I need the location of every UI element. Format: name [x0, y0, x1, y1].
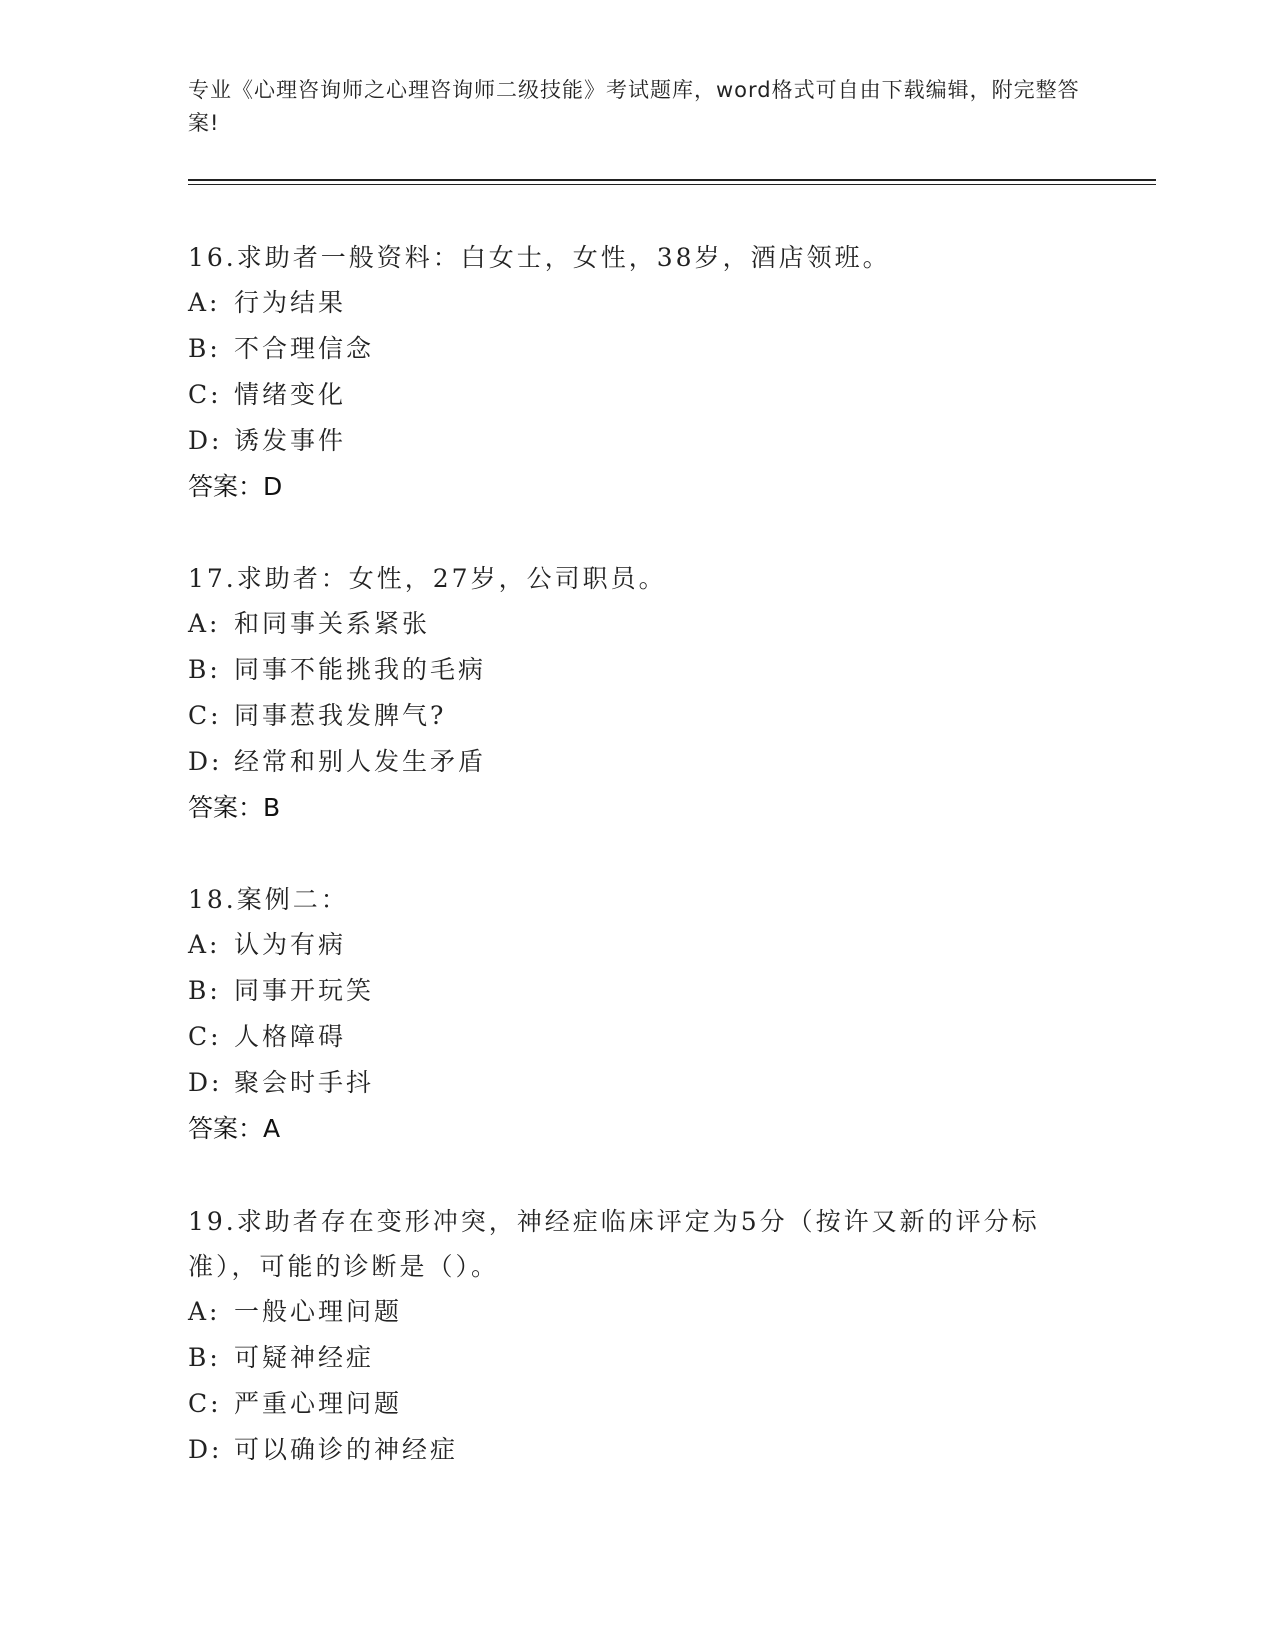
option-a — [188, 280, 1088, 326]
option-b — [188, 1335, 1088, 1381]
option-text: 行为结果 — [234, 288, 347, 317]
question-17 — [188, 556, 1088, 831]
option-a — [188, 601, 1088, 647]
option-text: 不合理信念 — [234, 334, 375, 363]
option-letter: C: — [188, 701, 222, 730]
option-text: 和同事关系紧张 — [234, 609, 431, 638]
answer-line: 答案：B — [188, 793, 281, 822]
answer-line: 答案：A — [188, 1114, 281, 1143]
option-d — [188, 1427, 1088, 1473]
option-text: 诱发事件 — [234, 426, 347, 455]
option-d — [188, 739, 1088, 785]
option-letter: B: — [188, 1343, 221, 1372]
option-letter: D: — [188, 1068, 223, 1097]
question-title: 19.求助者存在变形冲突，神经症临床评定为5分（按许又新的评分标准），可能的诊断是（）。 — [188, 1207, 1040, 1281]
answer-line: 答案：D — [188, 472, 283, 501]
option-letter: D: — [188, 426, 223, 455]
option-text: 经常和别人发生矛盾 — [234, 747, 487, 776]
option-b — [188, 326, 1088, 372]
question-16 — [188, 235, 1088, 510]
option-letter: B: — [188, 655, 221, 684]
question-18 — [188, 877, 1088, 1152]
option-b — [188, 647, 1088, 693]
option-letter: A: — [188, 288, 221, 317]
option-d — [188, 1060, 1088, 1106]
option-text: 可以确诊的神经症 — [234, 1435, 459, 1464]
question-title: 17.求助者：女性，27岁，公司职员。 — [188, 564, 667, 593]
option-text: 同事惹我发脾气? — [234, 701, 447, 730]
option-b — [188, 968, 1088, 1014]
option-letter: A: — [188, 1297, 221, 1326]
option-text: 聚会时手抖 — [234, 1068, 375, 1097]
header-divider-thin — [188, 184, 1156, 185]
option-c — [188, 1381, 1088, 1427]
option-letter: C: — [188, 1022, 222, 1051]
header-divider-thick — [188, 179, 1156, 181]
option-text: 一般心理问题 — [234, 1297, 403, 1326]
option-text: 情绪变化 — [234, 380, 347, 409]
option-a — [188, 1289, 1088, 1335]
option-text: 同事开玩笑 — [234, 976, 375, 1005]
option-letter: A: — [188, 930, 221, 959]
option-letter: B: — [188, 334, 221, 363]
question-title: 16.求助者一般资料：白女士，女性，38岁，酒店领班。 — [188, 243, 891, 272]
option-text: 认为有病 — [234, 930, 347, 959]
question-19 — [188, 1199, 1088, 1473]
option-c — [188, 1014, 1088, 1060]
option-a — [188, 922, 1088, 968]
option-letter: D: — [188, 1435, 223, 1464]
option-c — [188, 372, 1088, 418]
option-letter: B: — [188, 976, 221, 1005]
option-text: 可疑神经症 — [234, 1343, 375, 1372]
question-title: 18.案例二： — [188, 885, 349, 914]
option-letter: C: — [188, 380, 222, 409]
option-letter: A: — [188, 609, 221, 638]
option-c — [188, 693, 1088, 739]
option-letter: C: — [188, 1389, 222, 1418]
document-header-text: 专业《心理咨询师之心理咨询师二级技能》考试题库，word格式可自由下载编辑，附完整答案! — [188, 78, 1080, 135]
option-text: 严重心理问题 — [234, 1389, 403, 1418]
option-d — [188, 418, 1088, 464]
option-text: 同事不能挑我的毛病 — [234, 655, 487, 684]
option-text: 人格障碍 — [234, 1022, 347, 1051]
option-letter: D: — [188, 747, 223, 776]
